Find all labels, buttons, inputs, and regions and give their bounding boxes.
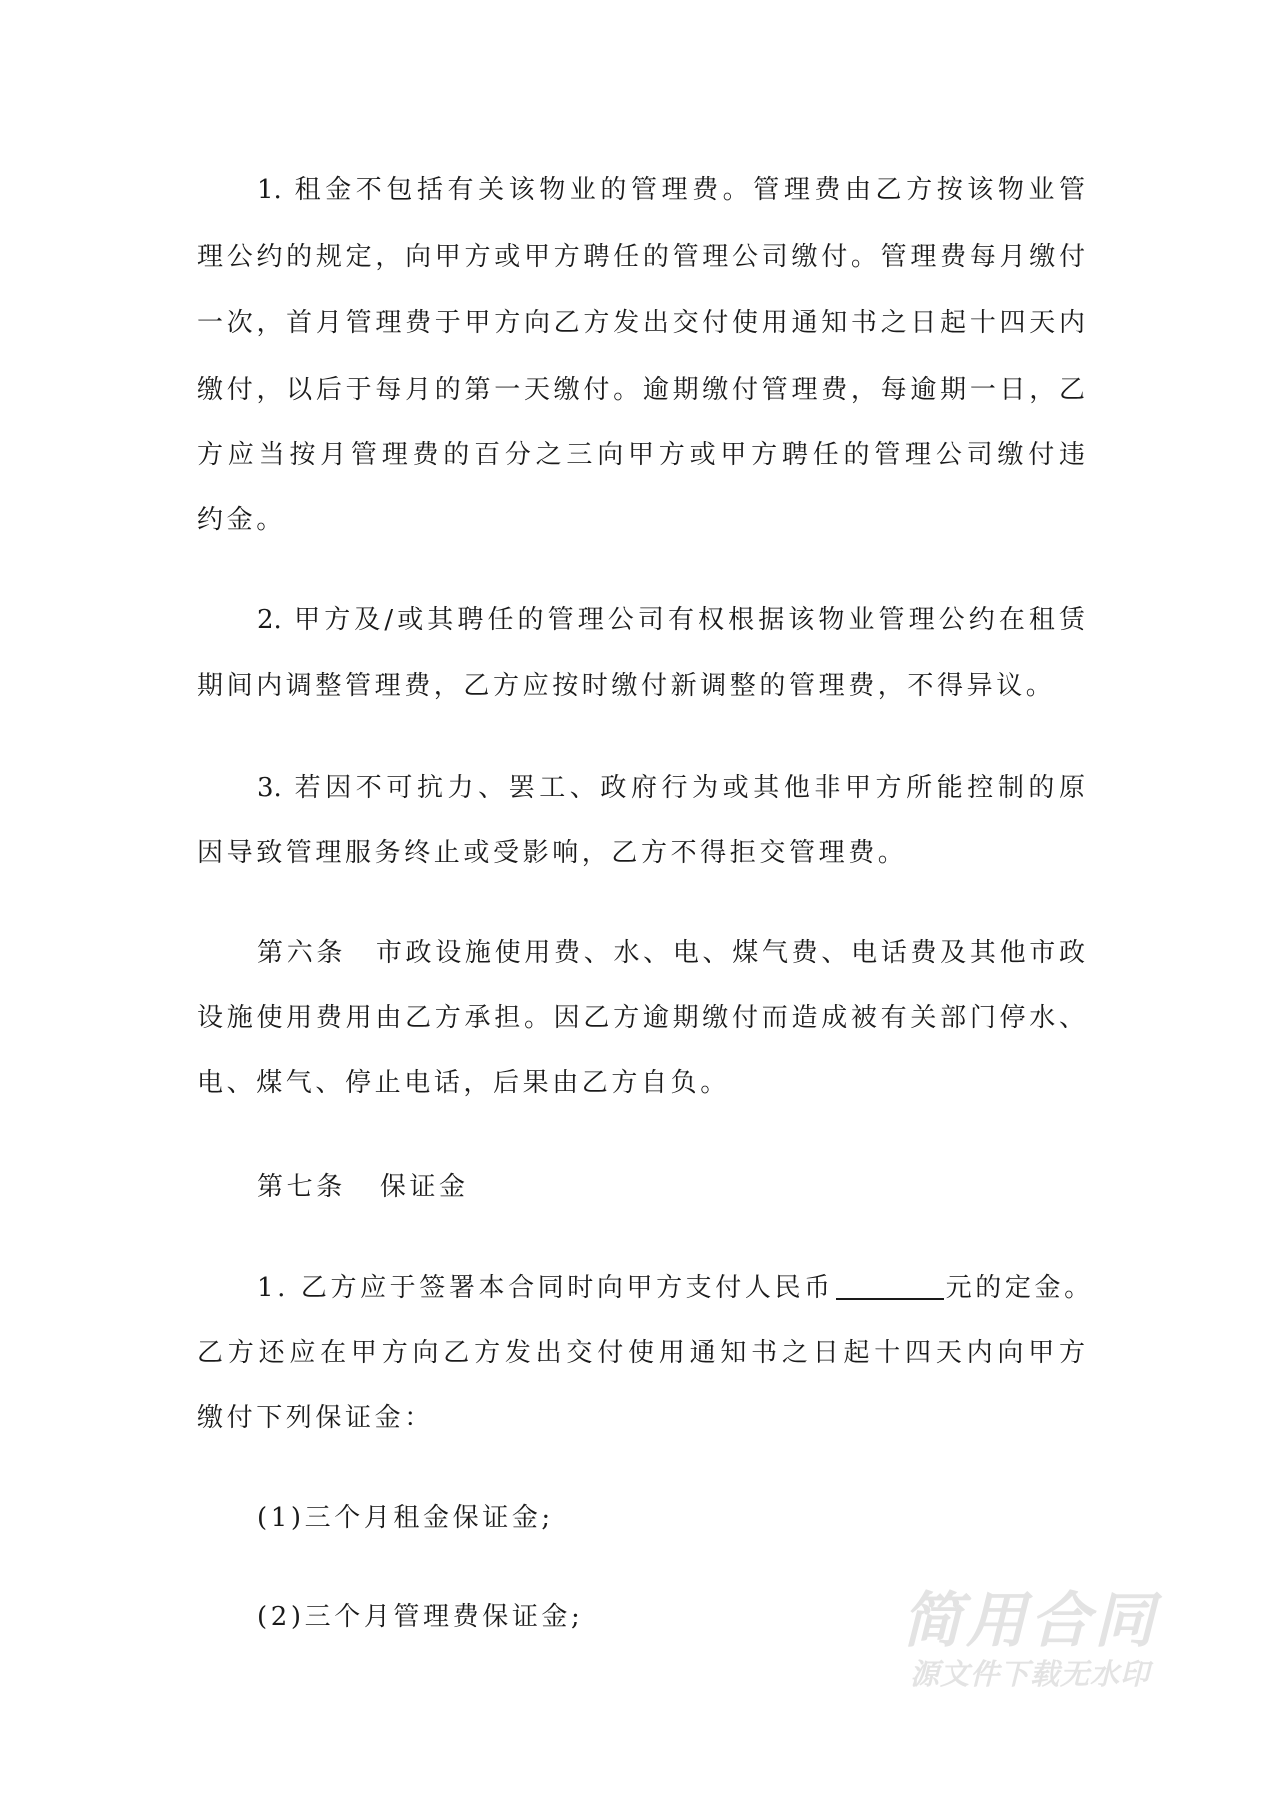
watermark-subtitle: 源文件下载无水印: [909, 1657, 1150, 1691]
deposit-amount-blank[interactable]: [836, 1274, 944, 1300]
article-6-line-2: 设施使用费用由乙方承担。因乙方逾期缴付而造成被有关部门停水、: [197, 1003, 1085, 1033]
article-7-number: 第七条: [257, 1172, 346, 1202]
article-7-item-1-line-1: [257, 1268, 1094, 1308]
deposit-list-item-2: (2)三个月管理费保证金;: [257, 1602, 584, 1632]
article-7-heading: [257, 1167, 1085, 1207]
watermark-title: 简用合同: [902, 1586, 1158, 1656]
paragraph-1-line-5: 方应当按月管理费的百分之三向甲方或甲方聘任的管理公司缴付违: [197, 440, 1085, 470]
paragraph-1-line-2: 理公约的规定，向甲方或甲方聘任的管理公司缴付。管理费每月缴付: [197, 242, 1085, 272]
watermark: [880, 1588, 1180, 1692]
paragraph-1-line-3: 一次，首月管理费于甲方向乙方发出交付使用通知书之日起十四天内: [197, 308, 1085, 338]
paragraph-2-line-1: 2. 甲方及/或其聘任的管理公司有权根据该物业管理公约在租赁: [257, 605, 1085, 635]
paragraph-3-line-1: 3. 若因不可抗力、罢工、政府行为或其他非甲方所能控制的原: [257, 773, 1085, 803]
article-7-title: 保证金: [379, 1172, 469, 1202]
paragraph-1-line-6: 约金。: [197, 505, 286, 535]
paragraph-1-line-4: 缴付，以后于每月的第一天缴付。逾期缴付管理费，每逾期一日，乙: [197, 375, 1085, 405]
deposit-text-after: 元的定金。: [945, 1273, 1094, 1303]
paragraph-3-line-2: 因导致管理服务终止或受影响，乙方不得拒交管理费。: [197, 838, 908, 868]
article-6-line-1: 第六条 市政设施使用费、水、电、煤气费、电话费及其他市政: [257, 938, 1085, 968]
article-7-item-1-line-3: 缴付下列保证金：: [197, 1403, 434, 1433]
deposit-list-item-1: (1)三个月租金保证金;: [257, 1503, 554, 1533]
article-7-item-1-line-2: 乙方还应在甲方向乙方发出交付使用通知书之日起十四天内向甲方: [197, 1338, 1085, 1368]
paragraph-2-line-2: 期间内调整管理费，乙方应按时缴付新调整的管理费，不得异议。: [197, 671, 1056, 701]
paragraph-1-line-1: 1. 租金不包括有关该物业的管理费。管理费由乙方按该物业管: [257, 175, 1085, 205]
article-6-line-3: 电、煤气、停止电话，后果由乙方自负。: [197, 1068, 730, 1098]
deposit-text-before: 1. 乙方应于签署本合同时向甲方支付人民币: [257, 1273, 834, 1303]
